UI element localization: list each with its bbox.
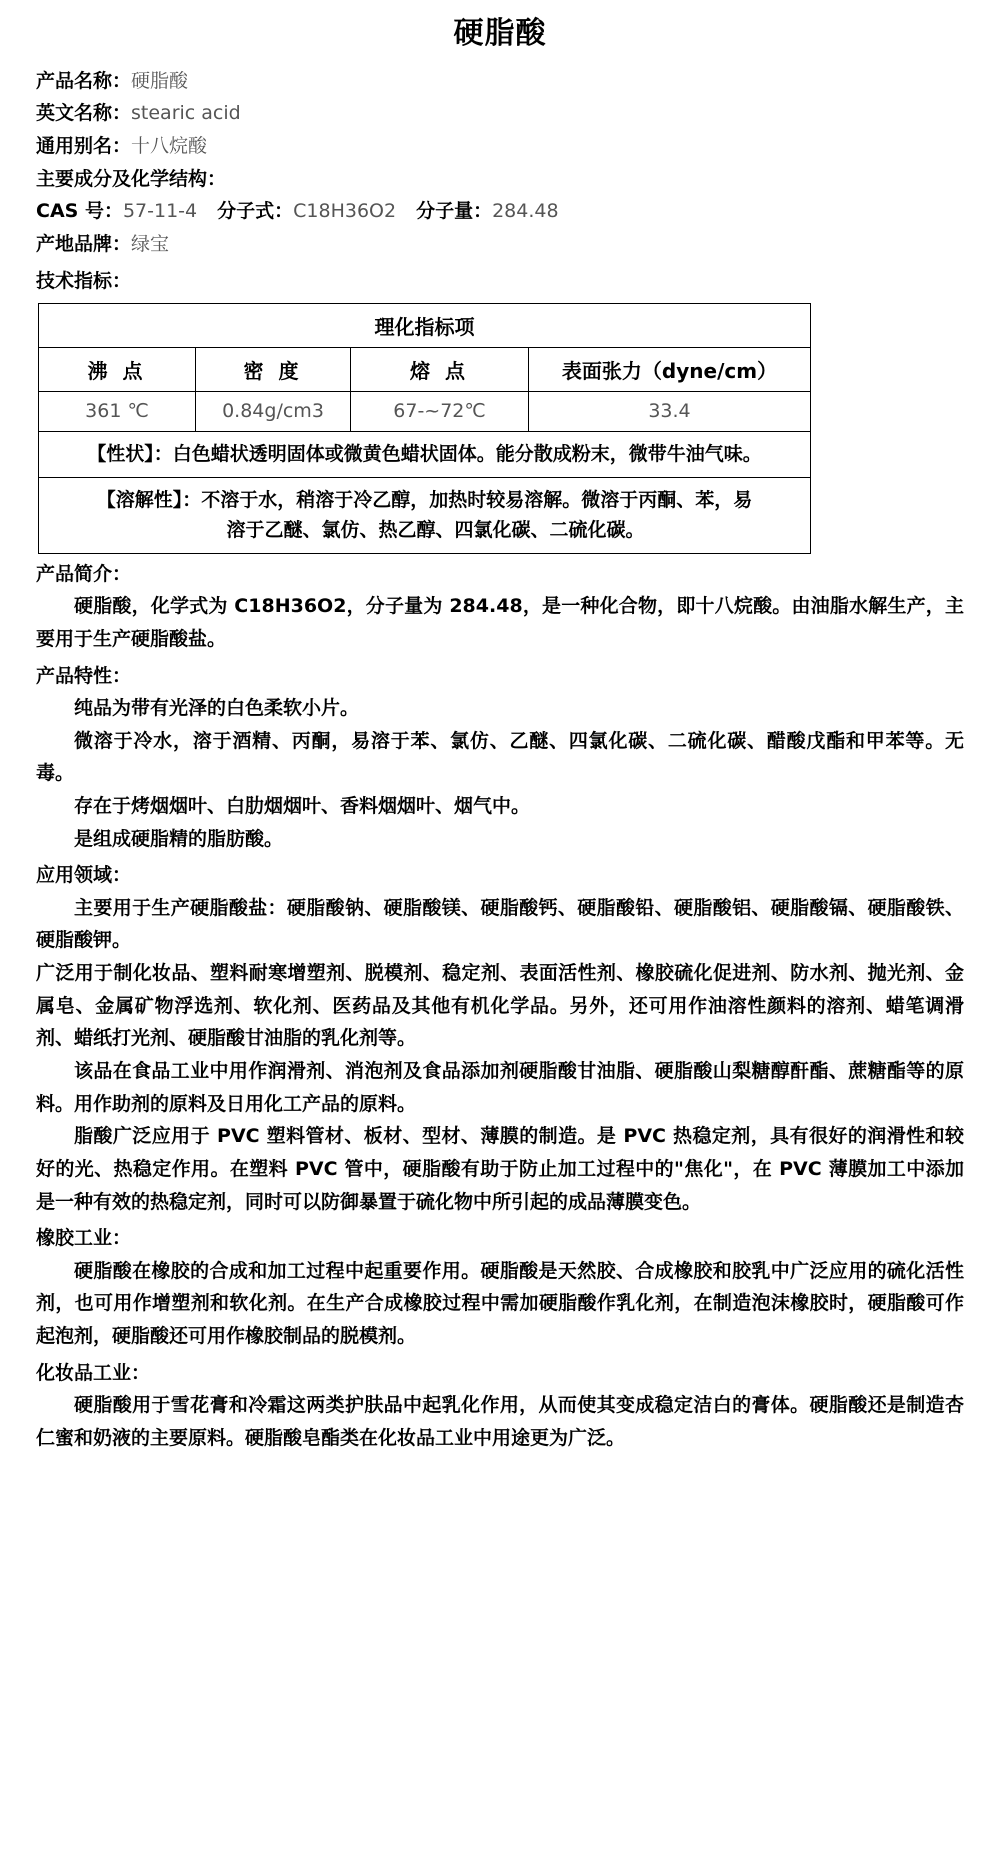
intro-paragraph-1: 硬脂酸，化学式为 C18H36O2，分子量为 284.48，是一种化合物，即十八烷酸。由油脂水解生产，主要用于生产硬脂酸盐。: [36, 595, 964, 651]
table-cell-surface-tension: 33.4: [529, 391, 811, 431]
table-row-solubility-note: [39, 477, 811, 554]
spec-value: 十八烷酸: [131, 134, 208, 157]
spec-label: 主要成分及化学结构：: [36, 167, 227, 190]
table-caption: 理化指标项: [39, 303, 811, 347]
formula-value: C18H36O2: [293, 200, 397, 223]
formula-label: 分子式：: [217, 200, 294, 223]
cosmetics-paragraph-1: 硬脂酸用于雪花膏和冷霜这两类护肤品中起乳化作用，从而使其变成稳定洁白的膏体。硬脂酸还是制造杏仁蜜和奶液的主要原料。硬脂酸皂酯类在化妆品工业中用途更为广泛。: [36, 1394, 964, 1449]
spec-value: 硬脂酸: [131, 69, 189, 92]
spec-line-composition-structure: [36, 163, 964, 196]
molecular-weight-label: 分子量：: [416, 200, 493, 223]
table-cell-boiling-point: 361 ℃: [39, 391, 196, 431]
spec-line-common-alias: [36, 130, 964, 163]
table-row-caption: [39, 303, 811, 347]
molecular-weight-value: 284.48: [492, 200, 559, 223]
table-row-appearance-note: [39, 431, 811, 477]
application-paragraph-4: 脂酸广泛应用于 PVC 塑料管材、板材、型材、薄膜的制造。是 PVC 热稳定剂，具有很好的润滑性和较好的光、热稳定作用。在塑料 PVC 管中，硬脂酸有助于防止加工过程中的"焦化"，在 PVC 薄膜加工中添加是一种有效的热稳定剂，同时可以防御暴置于硫化物中所引起的成品薄膜变色。: [36, 1125, 964, 1213]
application-paragraph-3: 该品在食品工业中用作润滑剂、消泡剂及食品添加剂硬脂酸甘油脂、硬脂酸山梨糖醇酐酯、蔗糖酯等的原料。用作助剂的原料及日用化工产品的原料。: [36, 1060, 964, 1115]
features-paragraph-2: 微溶于冷水，溶于酒精、丙酮，易溶于苯、氯仿、乙醚、四氯化碳、二硫化碳、醋酸戊酯和甲苯等。无毒。: [36, 729, 964, 785]
table-row-headers: [39, 347, 811, 391]
application-paragraph-1: 主要用于生产硬脂酸盐：硬脂酸钠、硬脂酸镁、硬脂酸钙、硬脂酸铅、硬脂酸铝、硬脂酸镉、硬脂酸铁、硬脂酸钾。: [36, 896, 964, 952]
section-heading-application: 应用领域：: [36, 864, 132, 887]
spec-label: 通用别名：: [36, 134, 132, 157]
table-note-appearance-line1: 【性状】：白色蜡状透明固体或微黄色蜡状固体。能分散成粉末，微带牛油气味。: [87, 442, 762, 465]
spec-line-cas: [36, 195, 964, 228]
table-row-values: [39, 391, 811, 431]
table-header-surface-tension: 表面张力（dyne/cm）: [529, 347, 811, 391]
table-cell-melting-point: 67-~72℃: [351, 391, 529, 431]
cas-value: 57-11-4: [122, 200, 198, 223]
tech-indicators-table: [38, 303, 811, 554]
origin-value: 绿宝: [131, 232, 170, 255]
table-cell-density: 0.84g/cm3: [196, 391, 351, 431]
spec-line-english-name: [36, 97, 964, 130]
table-header-melting-point: 熔 点: [351, 347, 529, 391]
section-heading-features: 产品特性：: [36, 664, 132, 687]
table-note-solubility-line1: 【溶解性】：不溶于水，稍溶于冷乙醇，加热时较易溶解。微溶于丙酮、苯，易: [96, 488, 753, 511]
spec-value: stearic acid: [131, 102, 241, 125]
table-header-boiling-point: 沸 点: [39, 347, 196, 391]
table-note-solubility-line2: 溶于乙醚、氯仿、热乙醇、四氯化碳、二硫化碳。: [226, 519, 645, 542]
spec-label: 产品名称：: [36, 69, 132, 92]
spec-line-origin-brand: [36, 228, 964, 261]
features-paragraph-1: 纯品为带有光泽的白色柔软小片。: [74, 697, 360, 720]
table-note-appearance: [39, 431, 811, 477]
section-heading-cosmetics: 化妆品工业：: [36, 1361, 151, 1384]
origin-label: 产地品牌：: [36, 232, 132, 255]
table-note-solubility: [39, 477, 811, 554]
application-paragraph-2: 广泛用于制化妆品、塑料耐寒增塑剂、脱模剂、稳定剂、表面活性剂、橡胶硫化促进剂、防水剂、抛光剂、金属皂、金属矿物浮选剂、软化剂、医药品及其他有机化学品。另外，还可用作油溶性颜料的溶剂、蜡笔调滑剂、蜡纸打光剂、硬脂酸甘油脂的乳化剂等。: [36, 962, 964, 1050]
page-title: 硬脂酸: [453, 16, 547, 51]
section-heading-intro: 产品简介：: [36, 563, 132, 586]
spec-line-product-name: [36, 65, 964, 98]
features-paragraph-3: 存在于烤烟烟叶、白肋烟烟叶、香料烟烟叶、烟气中。: [74, 795, 531, 818]
cas-label: CAS 号：: [36, 200, 123, 223]
rubber-paragraph-1: 硬脂酸在橡胶的合成和加工过程中起重要作用。硬脂酸是天然胶、合成橡胶和胶乳中广泛应用的硫化活性剂，也可用作增塑剂和软化剂。在生产合成橡胶过程中需加硬脂酸作乳化剂，在制造泡沫橡胶时，硬脂酸可作起泡剂，硬脂酸还可用作橡胶制品的脱模剂。: [36, 1259, 964, 1348]
table-header-density: 密 度: [196, 347, 351, 391]
section-heading-rubber: 橡胶工业：: [36, 1227, 132, 1250]
tech-indicators-heading: 技术指标：: [36, 269, 132, 292]
spec-label: 英文名称：: [36, 102, 132, 125]
features-paragraph-4: 是组成硬脂精的脂肪酸。: [74, 827, 284, 850]
